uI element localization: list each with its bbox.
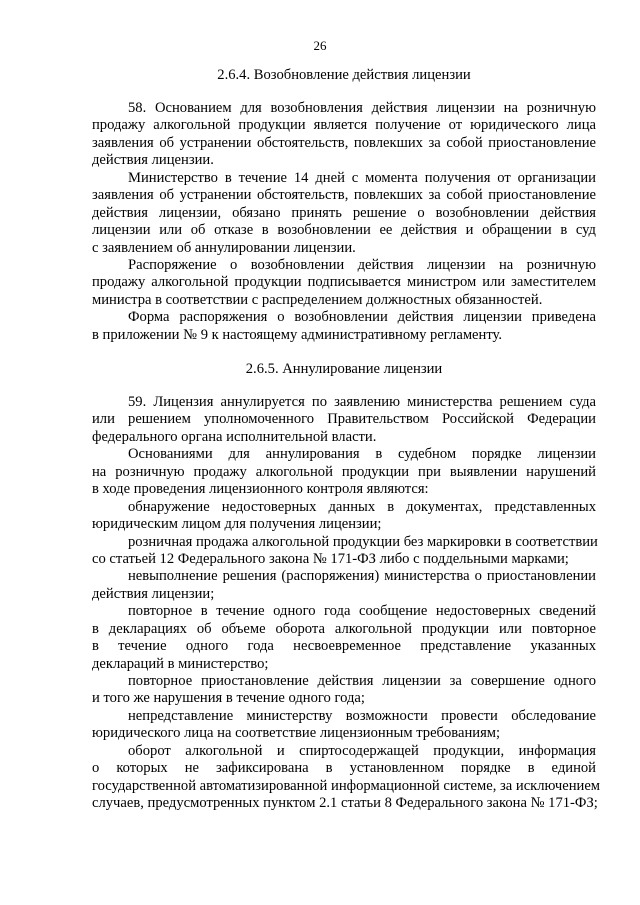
text-line: повторное приостановление действия лицензии за совершение одного xyxy=(128,673,596,689)
text-line: в ходе проведения лицензионного контроля являются: xyxy=(92,481,429,498)
paragraph xyxy=(92,394,596,446)
text-line: непредставление министерству возможности провести обследование xyxy=(128,707,596,724)
page-number: 26 xyxy=(313,38,327,53)
paragraph xyxy=(92,568,596,603)
text-line: с заявлением об аннулировании лицензии. xyxy=(92,239,356,256)
section-heading-license-cancellation: 2.6.5. Аннулирование лицензии xyxy=(245,361,443,377)
text-line: федерального органа исполнительной власти. xyxy=(92,428,377,445)
text-line: Министерство в течение 14 дней с момента получения от организации xyxy=(128,169,596,186)
section-body-license-renewal xyxy=(92,100,596,344)
paragraph xyxy=(92,446,596,498)
text-line: продажу алкогольной продукции подписывается министром или заместителем xyxy=(92,274,596,291)
text-line: Основаниями для аннулирования в судебном порядке лицензии xyxy=(128,446,596,463)
text-line: и того же нарушения в течение одного года; xyxy=(92,690,365,707)
text-line: Форма распоряжения о возобновлении действия лицензии приведена xyxy=(128,309,596,326)
text-line: розничная продажа алкогольной продукции без маркировки в соответствии xyxy=(128,533,598,550)
paragraph xyxy=(92,708,596,743)
text-line: заявления об устранении обстоятельств, повлекших за собой приостановление xyxy=(92,187,596,204)
text-line: лицензии или об отказе в возобновлении ее действия и обращении в суд xyxy=(92,222,596,239)
text-line: юридическим лицом для получения лицензии; xyxy=(92,516,382,533)
text-line: государственной автоматизированной информационной системе, за исключением xyxy=(92,777,601,794)
text-line: министра в соответствии с распределением должностных обязанностей. xyxy=(92,291,543,308)
text-line: действия лицензии, обязано принять решение о возобновлении действия xyxy=(92,204,596,221)
text-line: продажу алкогольной продукции является получение от юридического лица xyxy=(92,117,596,134)
text-line: 59. Лицензия аннулируется по заявлению министерства решением суда xyxy=(128,394,596,410)
text-line: оборот алкогольной и спиртосодержащей продукции, информация xyxy=(128,742,596,759)
text-line: о которых не зафиксирована в установленном порядке в единой xyxy=(92,760,596,777)
paragraph xyxy=(92,170,596,257)
paragraph xyxy=(92,257,596,309)
paragraph xyxy=(92,100,596,170)
paragraph xyxy=(92,309,596,344)
text-line: в течение одного года несвоевременное представление указанных xyxy=(92,638,596,655)
text-line: 58. Основанием для возобновления действия лицензии на розничную xyxy=(128,100,596,116)
section-body-license-cancellation xyxy=(92,394,601,813)
section-heading-license-renewal: 2.6.4. Возобновление действия лицензии xyxy=(217,67,471,83)
text-line: со статьей 12 Федерального закона № 171-ФЗ либо с поддельными марками; xyxy=(92,550,569,567)
paragraph xyxy=(92,673,596,708)
paragraph xyxy=(92,534,596,569)
text-line: или решением уполномоченного Правительством Российской Федерации xyxy=(92,411,596,428)
text-line: обнаружение недостоверных данных в документах, представленных xyxy=(128,498,596,515)
text-line: юридического лица на соответствие лицензионным требованиям; xyxy=(92,725,501,742)
text-line: деклараций в министерство; xyxy=(92,655,269,672)
text-line: повторное в течение одного года сообщение недостоверных сведений xyxy=(128,603,596,620)
text-line: Распоряжение о возобновлении действия лицензии на розничную xyxy=(128,256,596,273)
text-line: случаев, предусмотренных пунктом 2.1 статьи 8 Федерального закона № 171-ФЗ; xyxy=(92,795,598,812)
text-line: в декларациях об объеме оборота алкогольной продукции или повторное xyxy=(92,620,596,637)
text-line: невыполнение решения (распоряжения) министерства о приостановлении xyxy=(128,568,596,585)
paragraph xyxy=(92,742,601,813)
text-line: на розничную продажу алкогольной продукции при выявлении нарушений xyxy=(92,463,596,480)
text-line: в приложении № 9 к настоящему административному регламенту. xyxy=(92,326,503,343)
paragraph xyxy=(92,603,596,673)
text-line: действия лицензии. xyxy=(92,152,214,169)
text-line: заявления об устранении обстоятельств, повлекших за собой приостановление xyxy=(92,134,596,151)
paragraph xyxy=(92,499,596,534)
text-line: действия лицензии; xyxy=(92,585,215,602)
